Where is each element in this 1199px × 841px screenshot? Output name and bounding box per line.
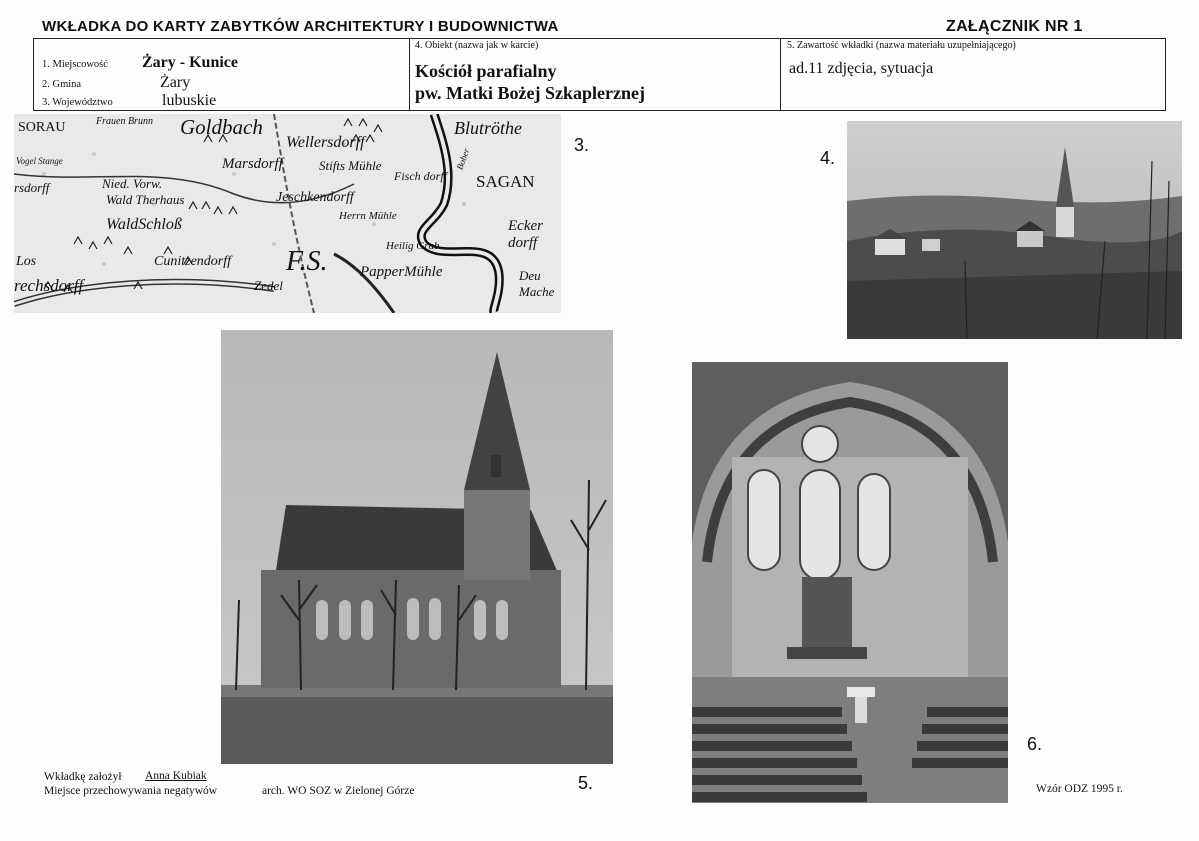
- map-label-sagan: SAGAN: [476, 172, 535, 191]
- map-label-wellersdorff: Wellersdorff: [286, 134, 365, 151]
- founded-name: Anna Kubiak: [145, 770, 207, 782]
- church-interior-photo: [692, 362, 1008, 803]
- founded-label: Wkładkę założył: [44, 771, 122, 783]
- gmina-label: 2. Gmina: [42, 79, 82, 90]
- village-panorama-photo: [847, 121, 1182, 339]
- map-label-rechsdorff: rechsdorff: [14, 276, 84, 295]
- map-label-bober: Bober: [454, 146, 472, 172]
- photo-number-4: 4.: [820, 148, 836, 168]
- map-label-nied-vorw: Nied. Vorw.: [102, 176, 163, 191]
- wojewodztwo-label: 3. Województwo: [42, 97, 113, 108]
- map-label-blutrothe: Blutröthe: [454, 118, 522, 138]
- card-title: WKŁADKA DO KARTY ZABYTKÓW ARCHITEKTURY I BUDOWNICTWA: [42, 18, 559, 35]
- map-label-wald-therhaus: Wald Therhaus: [106, 192, 185, 207]
- map-label-herrn-muhle: Herrn Mühle: [339, 210, 397, 222]
- content-cell: [780, 39, 1165, 110]
- map-label-heilig-grab: Heilig Grab: [386, 240, 440, 252]
- map-label-vogel-stange: Vogel Stange: [16, 156, 63, 166]
- map-label-pappermuhle: PapperMühle: [360, 264, 443, 280]
- map-label-deu-mache: Deu Mache: [519, 268, 555, 299]
- map-label-goldbach: Goldbach: [180, 115, 263, 139]
- object-cell: [409, 39, 781, 110]
- historical-map-image: [14, 114, 561, 313]
- church-interior-drawing: [692, 362, 1008, 803]
- zawartosc-value: ad.11 zdjęcia, sytuacja: [789, 60, 934, 77]
- miejscowosc-value: Żary - Kunice: [142, 54, 238, 71]
- attachment-label: ZAŁĄCZNIK NR 1: [946, 18, 1083, 35]
- map-label-stifts-muhle: Stifts Mühle: [319, 158, 382, 173]
- map-label-frauen-brunn: Frauen Brunn: [96, 116, 153, 127]
- map-label-eckerdorff: Ecker dorff: [508, 218, 543, 251]
- obiekt-label: 4. Obiekt (nazwa jak w karcie): [415, 40, 539, 51]
- gmina-value: Żary: [160, 74, 191, 91]
- zawartosc-label: 5. Zawartość wkładki (nazwa materiału uzupełniającego): [787, 40, 1016, 51]
- obiekt-line1: Kościół parafialny: [415, 61, 557, 81]
- map-label-jeschkendorff: Jeschkendorff: [276, 190, 354, 205]
- storage-label: Miejsce przechowywania negatywów: [44, 785, 218, 797]
- miejscowosc-label: 1. Miejscowość: [42, 59, 108, 70]
- photo-number-5: 5.: [578, 773, 594, 793]
- wojewodztwo-value: lubuskie: [162, 92, 217, 109]
- map-label-waldschloss: WaldSchloß: [106, 216, 182, 233]
- map-label-cunitzendorff: Cunitzendorff: [154, 254, 232, 269]
- photo-number-6: 6.: [1027, 734, 1043, 754]
- template-label: Wzór ODZ 1995 r.: [1036, 783, 1123, 795]
- church-exterior-drawing: [221, 330, 613, 764]
- obiekt-line2: pw. Matki Bożej Szkaplerznej: [415, 83, 645, 103]
- church-exterior-photo: [221, 330, 613, 764]
- map-label-los: Los: [16, 254, 37, 269]
- map-label-zedel: Zedel: [254, 278, 283, 293]
- info-table: [33, 38, 1166, 111]
- storage-value: arch. WO SOZ w Zielonej Górze: [262, 785, 415, 797]
- photo-number-3: 3.: [574, 135, 590, 155]
- location-cell: [34, 39, 409, 110]
- map-label-fischdorff: Fisch dorff: [394, 169, 447, 183]
- map-label-rsdorff: rsdorff: [14, 180, 50, 195]
- map-label-fs: F.S.: [286, 246, 328, 277]
- map-label-marsdorff: Marsdorff: [222, 156, 283, 172]
- panorama-drawing: [847, 121, 1182, 339]
- map-label-sorau: SORAU: [18, 120, 66, 135]
